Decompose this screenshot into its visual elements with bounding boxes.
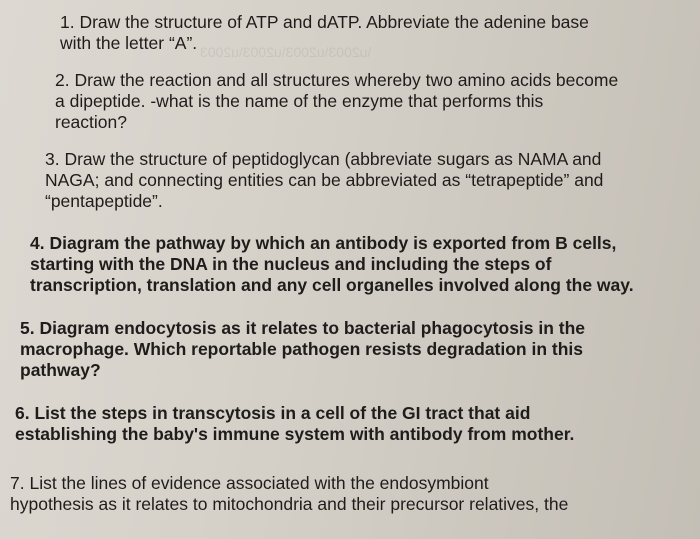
question-1-line-2: with the letter “A”. xyxy=(60,33,198,53)
question-3-line-1: 3. Draw the structure of peptidoglycan (abbreviate sugars as NAMA and xyxy=(45,149,602,169)
question-6-line-1: 6. List the steps in transcytosis in a cell of the GI tract that aid xyxy=(15,403,531,423)
question-4-line-1: 4. Diagram the pathway by which an antibody is exported from B cells, xyxy=(30,233,617,253)
question-3-line-3: “pentapeptide”. xyxy=(45,191,163,211)
question-1 xyxy=(60,12,589,54)
question-6-line-2: establishing the baby's immune system with antibody from mother. xyxy=(15,424,575,444)
question-3 xyxy=(45,149,603,212)
question-1-line-1: 1. Draw the structure of ATP and dATP. Abbreviate the adenine base xyxy=(60,12,589,32)
question-4-line-2: starting with the DNA in the nucleus and including the steps of xyxy=(30,254,552,274)
question-2-line-1: 2. Draw the reaction and all structures whereby two amino acids become xyxy=(55,70,619,90)
question-2-line-3: reaction? xyxy=(55,112,127,132)
question-7-line-1: 7. List the lines of evidence associated with the endosymbiont xyxy=(10,473,489,493)
question-2 xyxy=(55,70,618,133)
question-7-line-2: hypothesis as it relates to mitochondria and their precursor relatives, the xyxy=(10,494,569,514)
question-3-line-2: NAGA; and connecting entities can be abbreviated as “tetrapeptide” and xyxy=(45,170,604,190)
show-through-text: \u2003\u2003\u2003\u2003 xyxy=(200,44,372,60)
question-4 xyxy=(30,233,634,296)
question-5-line-1: 5. Diagram endocytosis as it relates to bacterial phagocytosis in the xyxy=(20,318,586,338)
question-7 xyxy=(10,473,568,515)
question-4-line-3: transcription, translation and any cell organelles involved along the way. xyxy=(30,275,634,295)
question-6 xyxy=(15,403,574,445)
question-5 xyxy=(20,318,585,381)
question-2-line-2: a dipeptide. -what is the name of the enzyme that performs this xyxy=(55,91,544,111)
question-5-line-3: pathway? xyxy=(20,360,101,380)
question-5-line-2: macrophage. Which reportable pathogen resists degradation in this xyxy=(20,339,584,359)
